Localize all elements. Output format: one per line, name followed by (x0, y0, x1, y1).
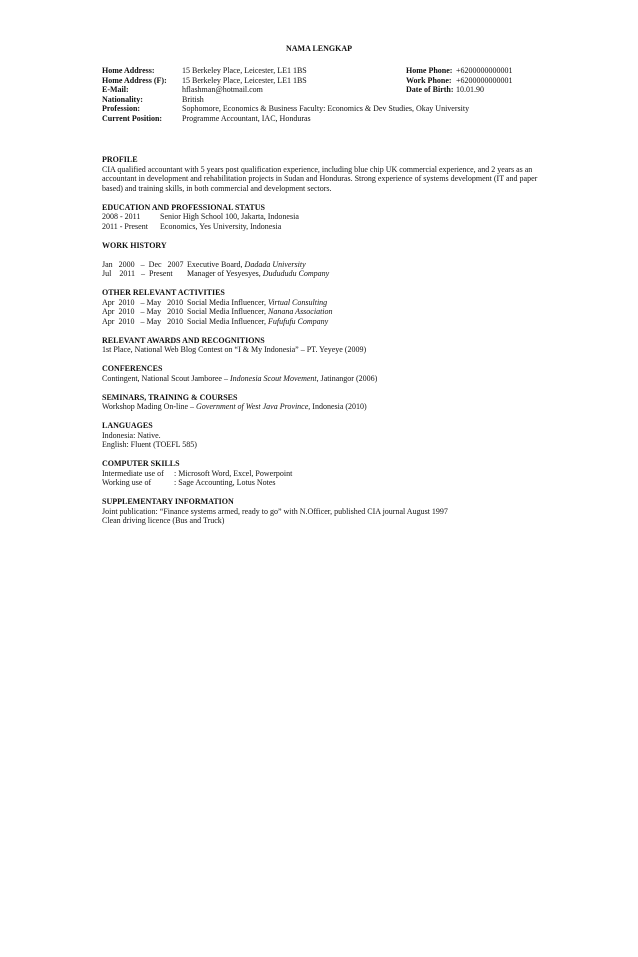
list-item (102, 269, 542, 279)
activity-period: Apr 2010 – May 2010 (102, 307, 184, 316)
work-phone-value: +6200000000001 (456, 75, 513, 85)
header-row (102, 114, 542, 124)
dob-value: 10.01.90 (456, 85, 484, 94)
activity-org: Virtual Consulting (267, 297, 328, 307)
activity-org: Fufufufu Company (267, 316, 329, 326)
current-position-value: Programme Accountant, IAC, Honduras (182, 113, 311, 123)
resume-body (102, 155, 542, 535)
skill-level: Intermediate use of (102, 468, 164, 478)
section-heading: SUPPLEMENTARY INFORMATION (102, 497, 234, 506)
section-heading: OTHER RELEVANT ACTIVITIES (102, 288, 225, 297)
list-item (102, 374, 542, 384)
skill-tools: : Sage Accounting, Lotus Notes (174, 478, 276, 487)
list-item (102, 402, 542, 412)
list-item (102, 317, 542, 327)
seminars-section (102, 393, 542, 412)
work-org: Dadada University (244, 259, 306, 269)
home-address-f-label: Home Address (F): (102, 75, 167, 85)
activity-role: Social Media Influencer, (187, 316, 268, 326)
work-org: Dudududu Company (262, 269, 330, 278)
conferences-section (102, 364, 542, 383)
home-phone-value: +6200000000001 (456, 66, 513, 75)
list-item (102, 222, 542, 232)
work-period: Jul 2011 – Present (102, 269, 173, 278)
work-section (102, 241, 542, 279)
header-row (102, 85, 542, 95)
education-detail: Senior High School 100, Jakarta, Indonesia (160, 212, 299, 221)
profession-label: Profession: (102, 104, 141, 113)
list-item (102, 307, 542, 317)
list-item (102, 478, 542, 488)
list-item (102, 469, 542, 479)
list-item (102, 260, 542, 270)
nationality-label: Nationality: (102, 94, 143, 104)
list-item (102, 212, 542, 222)
conference-org: Indonesia Scout Movement (229, 373, 317, 383)
activity-org: Nanana Association (267, 307, 333, 316)
header-row (102, 95, 542, 105)
conference-place: , Jatinangor (2006) (316, 373, 378, 383)
email-value: hflashman@hotmail.com (182, 85, 263, 94)
header-row (102, 76, 542, 86)
seminar-name: Workshop Mading On-line – (102, 402, 197, 411)
section-heading: SEMINARS, TRAINING & COURSES (102, 392, 238, 402)
section-heading: CONFERENCES (102, 364, 163, 373)
list-item: Indonesia: Native. (102, 430, 161, 440)
education-period: 2011 - Present (102, 221, 148, 231)
activity-role: Social Media Influencer, (187, 307, 268, 316)
languages-section (102, 421, 542, 450)
home-address-f-value: 15 Berkeley Place, Leicester, LE1 1BS (182, 75, 307, 85)
section-heading: RELEVANT AWARDS AND RECOGNITIONS (102, 335, 265, 345)
awards-section (102, 336, 542, 355)
header-row (102, 104, 542, 114)
supplementary-section (102, 497, 542, 526)
work-role: Executive Board, (187, 259, 245, 269)
current-position-label: Current Position: (102, 113, 163, 123)
skill-tools: : Microsoft Word, Excel, Powerpoint (174, 468, 293, 478)
work-role: Manager of Yesyesyes, (187, 269, 263, 278)
section-heading: PROFILE (102, 155, 138, 164)
education-period: 2008 - 2011 (102, 212, 141, 221)
home-phone-label: Home Phone: (406, 66, 453, 75)
home-address-label: Home Address: (102, 66, 155, 75)
home-address-value: 15 Berkeley Place, Leicester, LE1 1BS (182, 66, 307, 75)
list-item: Joint publication: “Finance systems armed, ready to go” with N.Officer, published CIA journal August 1997 (102, 506, 448, 516)
profile-section (102, 155, 542, 193)
seminar-org: Government of West Java Province (196, 402, 309, 411)
dob-label: Date of Birth: (406, 85, 454, 94)
profession-value: Sophomore, Economics & Business Faculty: Economics & Dev Studies, Okay University (182, 104, 470, 113)
activity-period: Apr 2010 – May 2010 (102, 297, 184, 307)
profile-text: CIA qualified accountant with 5 years post qualification experience, including blue chip UK commercial experience, and 2 years as an accountant in development and rehabilitation projects in Sudan and Honduras. Strong experience of systems development (IT and paper based) and training skills, in both commercial and development sectors. (102, 164, 538, 193)
section-heading: LANGUAGES (102, 421, 153, 430)
activity-role: Social Media Influencer, (187, 297, 268, 307)
section-heading: WORK HISTORY (102, 240, 167, 250)
email-label: E-Mail: (102, 85, 129, 94)
list-item: Clean driving licence (Bus and Truck) (102, 516, 225, 525)
award-line: 1st Place, National Web Blog Contest on “I & My Indonesia” – PT. Yeyeye (2009) (102, 345, 367, 354)
education-section (102, 203, 542, 232)
section-heading: EDUCATION AND PROFESSIONAL STATUS (102, 202, 265, 212)
list-item (102, 298, 542, 308)
document-title: NAMA LENGKAP (286, 44, 352, 53)
activity-period: Apr 2010 – May 2010 (102, 316, 184, 326)
nationality-value: British (182, 94, 204, 104)
work-period: Jan 2000 – Dec 2007 (102, 259, 184, 269)
activities-section (102, 288, 542, 326)
conference-name: Contingent, National Scout Jamboree – (102, 373, 230, 383)
contact-header (102, 66, 542, 123)
section-heading: COMPUTER SKILLS (102, 459, 180, 468)
skill-level: Working use of (102, 478, 152, 487)
list-item: English: Fluent (TOEFL 585) (102, 440, 197, 449)
education-detail: Economics, Yes University, Indonesia (160, 221, 282, 231)
seminar-place: , Indonesia (2010) (308, 402, 367, 411)
computer-skills-section (102, 459, 542, 488)
work-phone-label: Work Phone: (406, 75, 452, 85)
header-row (102, 66, 542, 76)
